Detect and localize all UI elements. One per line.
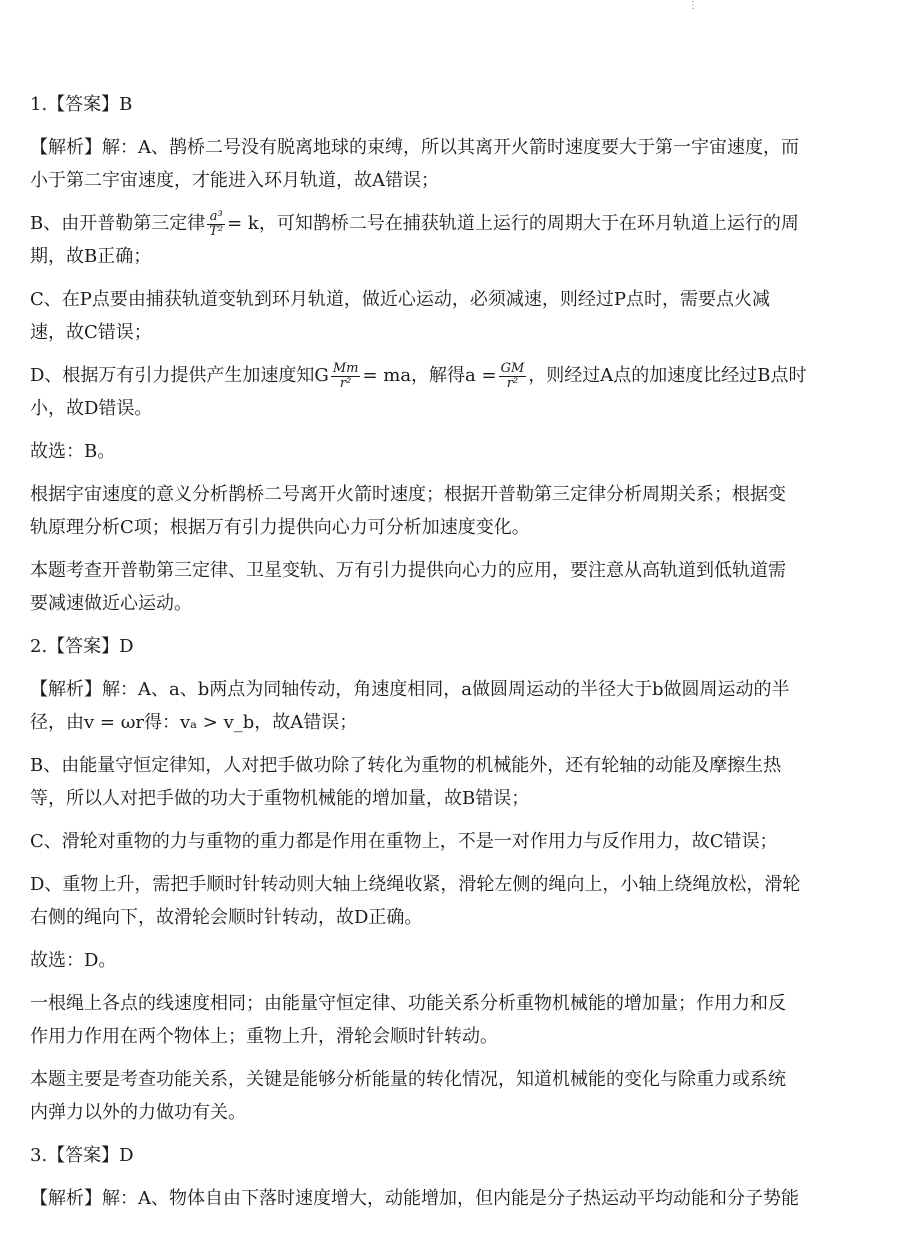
kepler-fraction: $\frac{\text{a³}}{\text{T²}}$ [209,208,224,239]
q2-analysis: 一根绳上各点的线速度相同；由能量守恒定律、功能关系分析重物机械能的增加量；作用力和反 作用力作用在两个物体上；重物上升，滑轮会顺时针转动。 [30,993,786,1047]
q2-summary: 本题主要是考查功能关系，关键是能够分析能量的转化情况，知道机械能的变化与除重力或系统 内弹力以外的力做功有关。 [30,1069,786,1123]
solution-document [30,88,878,1225]
q2-option-c-analysis: C、滑轮对重物的力与重物的重力都是作用在重物上，不是一对作用力与反作用力，故C错误； [30,831,778,852]
q2-option-a-analysis: 【解析】解：A、a、b两点为同轴传动，角速度相同，a做圆周运动的半径大于b做圆周运动的半 径，由v = ωr得：vₐ > v_b，故A错误； [30,679,790,733]
q1-option-a-analysis: 【解析】解：A、鹊桥二号没有脱离地球的束缚，所以其离开火箭时速度要大于第一宇宙速度，而 小于第二宇宙速度，才能进入环月轨道，故A错误； [30,137,799,191]
q1-choice: 故选：B。 [30,441,116,462]
q2-answer: 2.【答案】D [30,636,134,657]
q1-option-d-analysis: D、根据万有引力提供产生加速度知G $\frac{Mm}{\text{r²}}$ = ma，解得a = $\frac{GM}{\text{r²}}$ ，则经过A点的加速度比经过B点时 小，故D错误。 [30,360,807,419]
q1-option-b-analysis: B、由开普勒第三定律 $\frac{\text{a³}}{\text{T²}}$ = k，可知鹊桥二号在捕获轨道上运行的周期大于在环月轨道上运行的周 期，故B正确； [30,208,799,267]
gravity-fraction: $\frac{Mm}{\text{r²}}$ [332,360,359,391]
q2-option-b-analysis: B、由能量守恒定律知，人对把手做功除了转化为重物的机械能外，还有轮轴的动能及摩擦生热 等，所以人对把手做的功大于重物机械能的增加量，故B错误； [30,755,782,809]
q1-option-c-analysis: C、在P点要由捕获轨道变轨到环月轨道，做近心运动，必须减速，则经过P点时，需要点火减 速，故C错误； [30,289,770,343]
scan-speck: ⋮ [688,0,698,11]
q1-analysis: 根据宇宙速度的意义分析鹊桥二号离开火箭时速度；根据开普勒第三定律分析周期关系；根据变 轨原理分析C项；根据万有引力提供向心力可分析加速度变化。 [30,484,786,538]
q1-answer: 1.【答案】B [30,94,133,115]
q3-answer: 3.【答案】D [30,1145,134,1166]
q1-summary: 本题考查开普勒第三定律、卫星变轨、万有引力提供向心力的应用，要注意从高轨道到低轨道需 要减速做近心运动。 [30,560,786,614]
q2-choice: 故选：D。 [30,950,117,971]
q3-option-a-analysis: 【解析】解：A、物体自由下落时速度增大，动能增加，但内能是分子热运动平均动能和分子势能 [30,1188,799,1209]
q2-option-d-analysis: D、重物上升，需把手顺时针转动则大轴上绕绳收紧，滑轮左侧的绳向上，小轴上绕绳放松，滑轮 右侧的绳向下，故滑轮会顺时针转动，故D正确。 [30,874,801,928]
acceleration-fraction: $\frac{GM}{\text{r²}}$ [500,360,525,391]
